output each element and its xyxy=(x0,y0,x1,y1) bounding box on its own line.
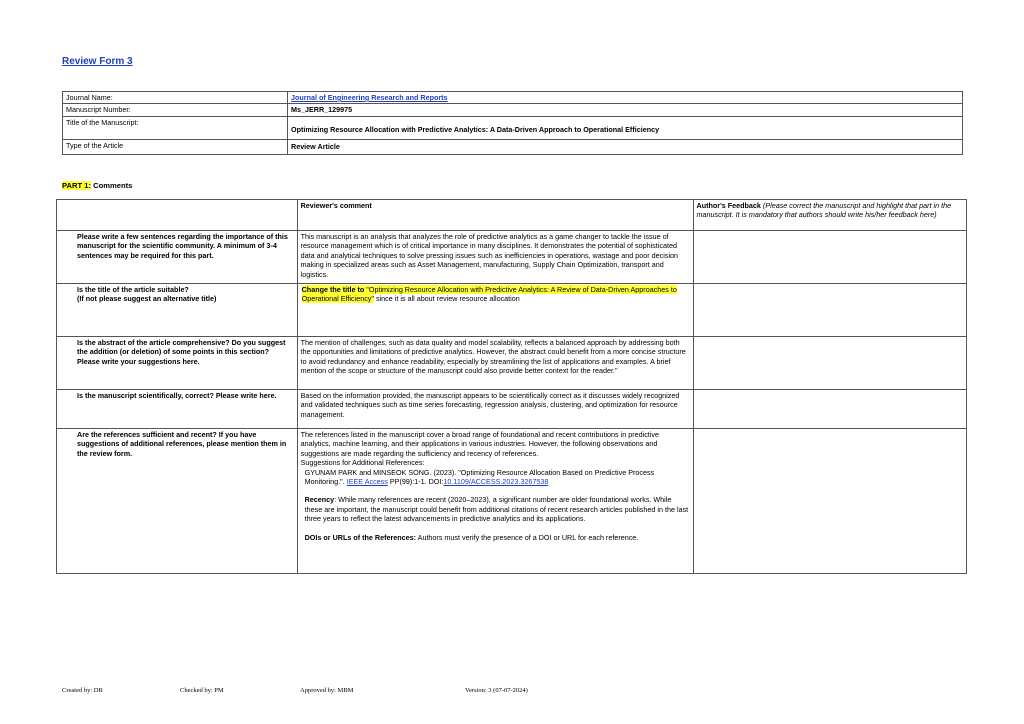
row-title xyxy=(57,284,967,337)
suggestions-label: Suggestions for Additional References: xyxy=(300,458,425,468)
reference-journal-link[interactable]: IEEE Access xyxy=(346,477,388,487)
comment-importance: This manuscript is an analysis that analyzes the role of predictive analytics as a game changer to tackle the issue of resource management which is of critical importance in many disciplines. It demonstrates the potential of sophisticated data and analytical techniques to solve pressing issues such as inefficiencies in operations, wastage and poor decision making in specialized areas such as Asset Management, manufacturing, Supply Chain Optimization, transport and logistics. xyxy=(297,231,693,284)
journal-row xyxy=(63,92,963,104)
manuscript-info-table xyxy=(62,91,963,155)
header-blank xyxy=(57,200,298,231)
comment-references xyxy=(297,429,693,574)
row-importance xyxy=(57,231,967,284)
article-type-value: Review Article xyxy=(288,139,963,154)
footer-created: Created by: DR xyxy=(62,687,103,694)
journal-value[interactable] xyxy=(288,92,963,104)
footer-approved: Approved by: MBM xyxy=(300,687,354,694)
doi-text: Authors must verify the presence of a DOI or URL for each reference. xyxy=(416,532,639,542)
question-title: Is the title of the article suitable? (If not please suggest an alternative title) xyxy=(57,284,298,337)
recency-text: : While many references are recent (2020–2023), a significant number are older foundational works. While these are important, the manuscript could benefit from additional citations of recent research articles published in the last three years to reflect the latest advancements in predictive analytics and its applications. xyxy=(304,495,689,524)
feedback-title[interactable] xyxy=(693,284,966,337)
question-scientific: Is the manuscript scientifically, correct? Please write here. xyxy=(57,390,298,429)
comment-title-bold: Change the title to xyxy=(301,285,365,294)
comment-title-rest: since it is all about review resource allocation xyxy=(373,294,520,304)
form-title: Review Form 3 xyxy=(62,56,133,67)
row-scientific xyxy=(57,390,967,429)
doi-paragraph xyxy=(301,533,690,542)
manuscript-number-label: Manuscript Number: xyxy=(63,104,288,116)
manuscript-number-value: Ms_JERR_129975 xyxy=(288,104,963,116)
doi-label: DOIs or URLs of the References: xyxy=(304,532,417,542)
row-abstract xyxy=(57,337,967,390)
header-row xyxy=(57,200,967,231)
question-abstract: Is the abstract of the article comprehensive? Do you suggest the addition (or deletion) of some points in this section? Please write your suggestions here. xyxy=(57,337,298,390)
journal-label: Journal Name: xyxy=(63,92,288,104)
question-references: Are the references sufficient and recent? If you have suggestions of additional references, please mention them in the review form. xyxy=(57,429,298,574)
row-references xyxy=(57,429,967,574)
footer-checked: Checked by: PM xyxy=(180,687,224,694)
reviewer-comment-header: Reviewer's comment xyxy=(297,200,693,231)
author-feedback-header-note: (Please correct the manuscript and highlight that part in the manuscript. It is mandatory that authors should write his/her feedback here) xyxy=(696,201,952,220)
comment-title xyxy=(297,284,693,337)
article-type-label: Type of the Article xyxy=(63,139,288,154)
recency-paragraph xyxy=(301,495,690,523)
suggested-reference xyxy=(301,468,690,487)
comment-title-suggestion: "Optimizing Resource Allocation with Predictive Analytics: A Review of Data-Driven Approaches to Operational Efficiency" xyxy=(301,285,677,304)
part-number: PART 1: xyxy=(62,181,91,190)
recency-label: Recency xyxy=(304,495,335,505)
reference-pages: PP(99):1-1. DOI: xyxy=(387,477,444,487)
title-value: Optimizing Resource Allocation with Predictive Analytics: A Data-Driven Approach to Operational Efficiency xyxy=(288,116,963,139)
spacer xyxy=(301,524,690,533)
reference-text: GYUNAM PARK and MINSEOK SONG. (2023). "Optimizing Resource Allocation Based on Predictive Process Monitoring.". xyxy=(304,467,655,487)
feedback-references[interactable] xyxy=(693,429,966,574)
feedback-scientific[interactable] xyxy=(693,390,966,429)
manuscript-number-row xyxy=(63,104,963,116)
title-label: Title of the Manuscript: xyxy=(63,116,288,139)
comments-table xyxy=(56,199,967,574)
feedback-importance[interactable] xyxy=(693,231,966,284)
journal-link[interactable]: Journal of Engineering Research and Reports xyxy=(291,93,448,102)
author-feedback-header xyxy=(693,200,966,231)
author-feedback-header-bold: Author's Feedback xyxy=(696,201,761,210)
part-label: Comments xyxy=(90,181,133,190)
spacer xyxy=(301,486,690,495)
part-heading xyxy=(62,181,132,190)
question-importance: Please write a few sentences regarding the importance of this manuscript for the scientific community. A minimum of 3-4 sentences may be required for this part. xyxy=(57,231,298,284)
article-type-row xyxy=(63,139,963,154)
title-row xyxy=(63,116,963,139)
comment-abstract: The mention of challenges, such as data quality and model scalability, reflects a balanced approach by addressing both the opportunities and limitations of predictive analytics. However, the abstract could benefit from a more concise structure to avoid redundancy and enhance readability, especially by streamlining the list of applications and examples. A brief mention of the scope or structure of the manuscript could also provide better context for the reader." xyxy=(297,337,693,390)
references-intro: The references listed in the manuscript cover a broad range of foundational and recent contributions in predictive analytics, machine learning, and their applications in various industries. However, the following observations and suggestions are made regarding the sufficiency and recency of references. xyxy=(300,430,659,458)
comment-scientific: Based on the information provided, the manuscript appears to be scientifically correct as it discusses widely recognized and validated techniques such as time series forecasting, regression analysis, clustering, and optimization for resource management. xyxy=(297,390,693,429)
footer-version: Version: 3 (07-07-2024) xyxy=(465,687,528,694)
reference-doi-link[interactable]: 10.1109/ACCESS.2023.3267538 xyxy=(443,477,549,487)
feedback-abstract[interactable] xyxy=(693,337,966,390)
